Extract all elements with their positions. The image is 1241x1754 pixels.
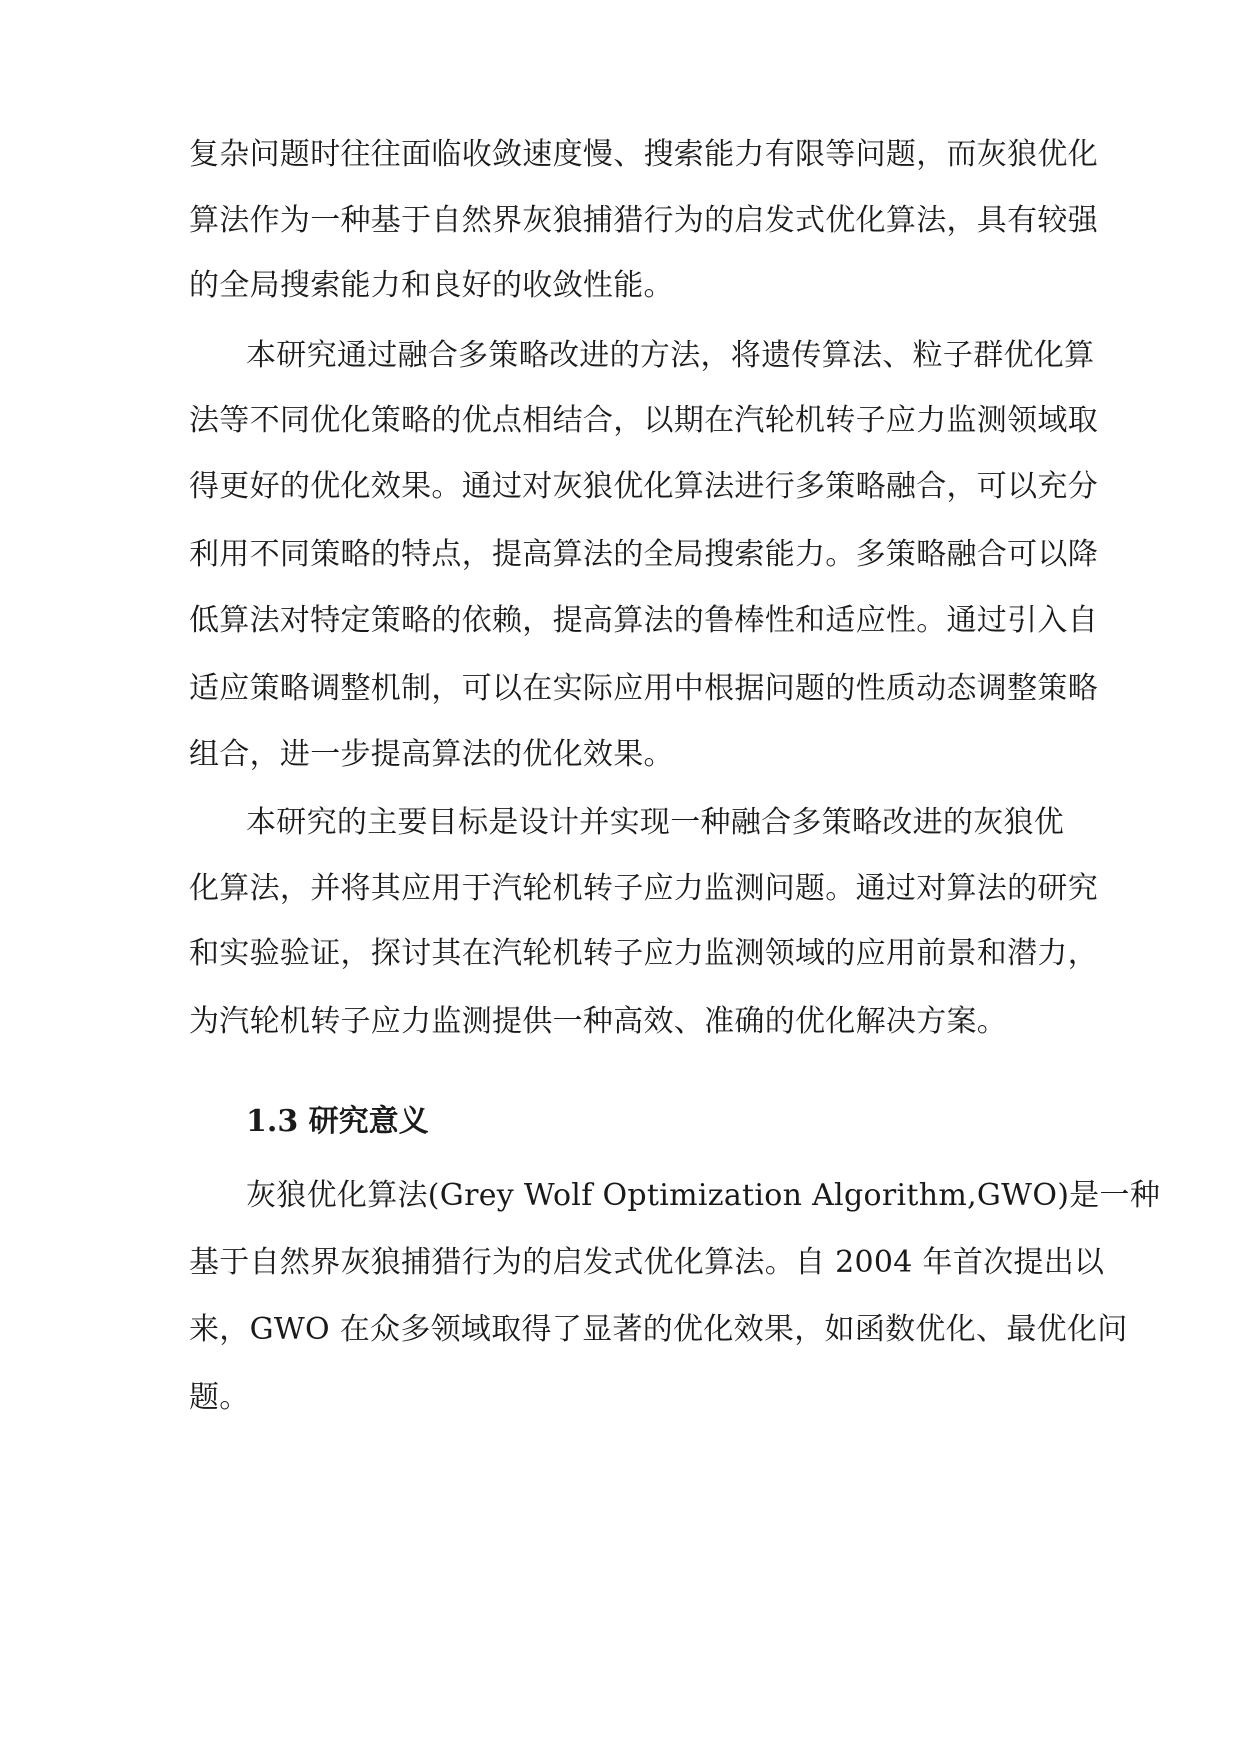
paragraph-line: 适应策略调整机制，可以在实际应用中根据问题的性质动态调整策略: [189, 671, 1098, 706]
paragraph-line: 和实验验证，探讨其在汽轮机转子应力监测领域的应用前景和潜力，: [189, 936, 1098, 971]
paragraph-line: 法等不同优化策略的优点相结合，以期在汽轮机转子应力监测领域取: [189, 403, 1098, 438]
paragraph-line: 复杂问题时往往面临收敛速度慢、搜索能力有限等问题，而灰狼优化: [189, 137, 1098, 172]
paragraph-line: 灰狼优化算法(Grey Wolf Optimization Algorithm,GWO)是一种: [246, 1178, 1161, 1213]
paragraph-line: 为汽轮机转子应力监测提供一种高效、准确的优化解决方案。: [189, 1004, 1008, 1039]
section-heading: 1.3 研究意义: [246, 1104, 429, 1139]
paragraph-line: 利用不同策略的特点，提高算法的全局搜索能力。多策略融合可以降: [189, 537, 1098, 572]
paragraph-line: 得更好的优化效果。通过对灰狼优化算法进行多策略融合，可以充分: [189, 469, 1098, 504]
paragraph-line: 组合，进一步提高算法的优化效果。: [189, 737, 674, 772]
paragraph-line: 本研究通过融合多策略改进的方法，将遗传算法、粒子群优化算: [246, 338, 1095, 373]
paragraph-line: 本研究的主要目标是设计并实现一种融合多策略改进的灰狼优: [246, 805, 1065, 840]
paragraph-line: 算法作为一种基于自然界灰狼捕猎行为的启发式优化算法，具有较强: [189, 203, 1098, 238]
paragraph-line: 的全局搜索能力和良好的收敛性能。: [189, 268, 674, 303]
paragraph-line: 来，GWO 在众多领域取得了显著的优化效果，如函数优化、最优化问: [189, 1312, 1128, 1347]
paragraph-line: 基于自然界灰狼捕猎行为的启发式优化算法。自 2004 年首次提出以: [189, 1245, 1105, 1280]
paragraph-line: 化算法，并将其应用于汽轮机转子应力监测问题。通过对算法的研究: [189, 871, 1098, 906]
paragraph-line: 低算法对特定策略的依赖，提高算法的鲁棒性和适应性。通过引入自: [189, 603, 1098, 638]
paragraph-line: 题。: [189, 1380, 250, 1415]
